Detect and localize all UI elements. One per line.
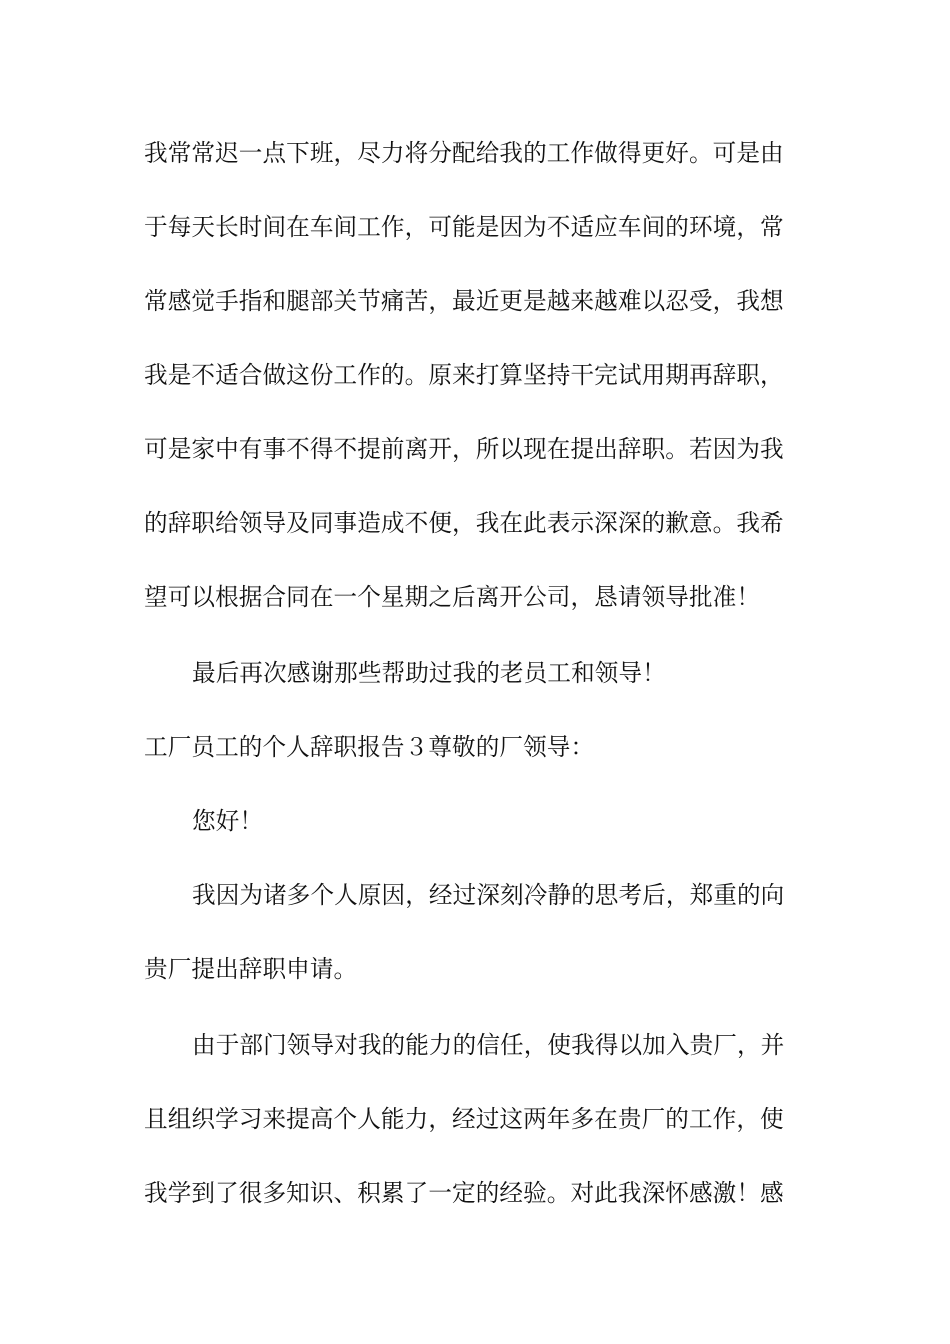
paragraph-line: 最后再次感谢那些帮助过我的老员工和领导！ — [192, 659, 666, 687]
body-text-line: 于每天长时间在车间工作，可能是因为不适应车间的环境，常 — [144, 213, 784, 241]
body-text-line: 我常常迟一点下班，尽力将分配给我的工作做得更好。可是由 — [144, 139, 784, 167]
body-text-line: 贵厂提出辞职申请。 — [144, 955, 358, 983]
body-text-line: 的辞职给领导及同事造成不便，我在此表示深深的歉意。我希 — [144, 509, 784, 537]
body-text-line: 常感觉手指和腿部关节痛苦，最近更是越来越难以忍受，我想 — [144, 287, 784, 315]
body-text-line: 且组织学习来提高个人能力，经过这两年多在贵厂的工作，使 — [144, 1105, 784, 1133]
section-heading: 工厂员工的个人辞职报告３尊敬的厂领导： — [144, 733, 595, 761]
greeting: 您好！ — [192, 807, 264, 835]
paragraph-line: 由于部门领导对我的能力的信任，使我得以加入贵厂，并 — [192, 1031, 785, 1059]
body-text-line: 望可以根据合同在一个星期之后离开公司，恳请领导批准！ — [144, 583, 761, 611]
paragraph-line: 我因为诸多个人原因，经过深刻冷静的思考后，郑重的向 — [192, 881, 785, 909]
body-text-line: 可是家中有事不得不提前离开，所以现在提出辞职。若因为我 — [144, 435, 784, 463]
body-text-line: 我是不适合做这份工作的。原来打算坚持干完试用期再辞职， — [144, 361, 784, 389]
body-text-line: 我学到了很多知识、积累了一定的经验。对此我深怀感激！感 — [144, 1179, 784, 1207]
